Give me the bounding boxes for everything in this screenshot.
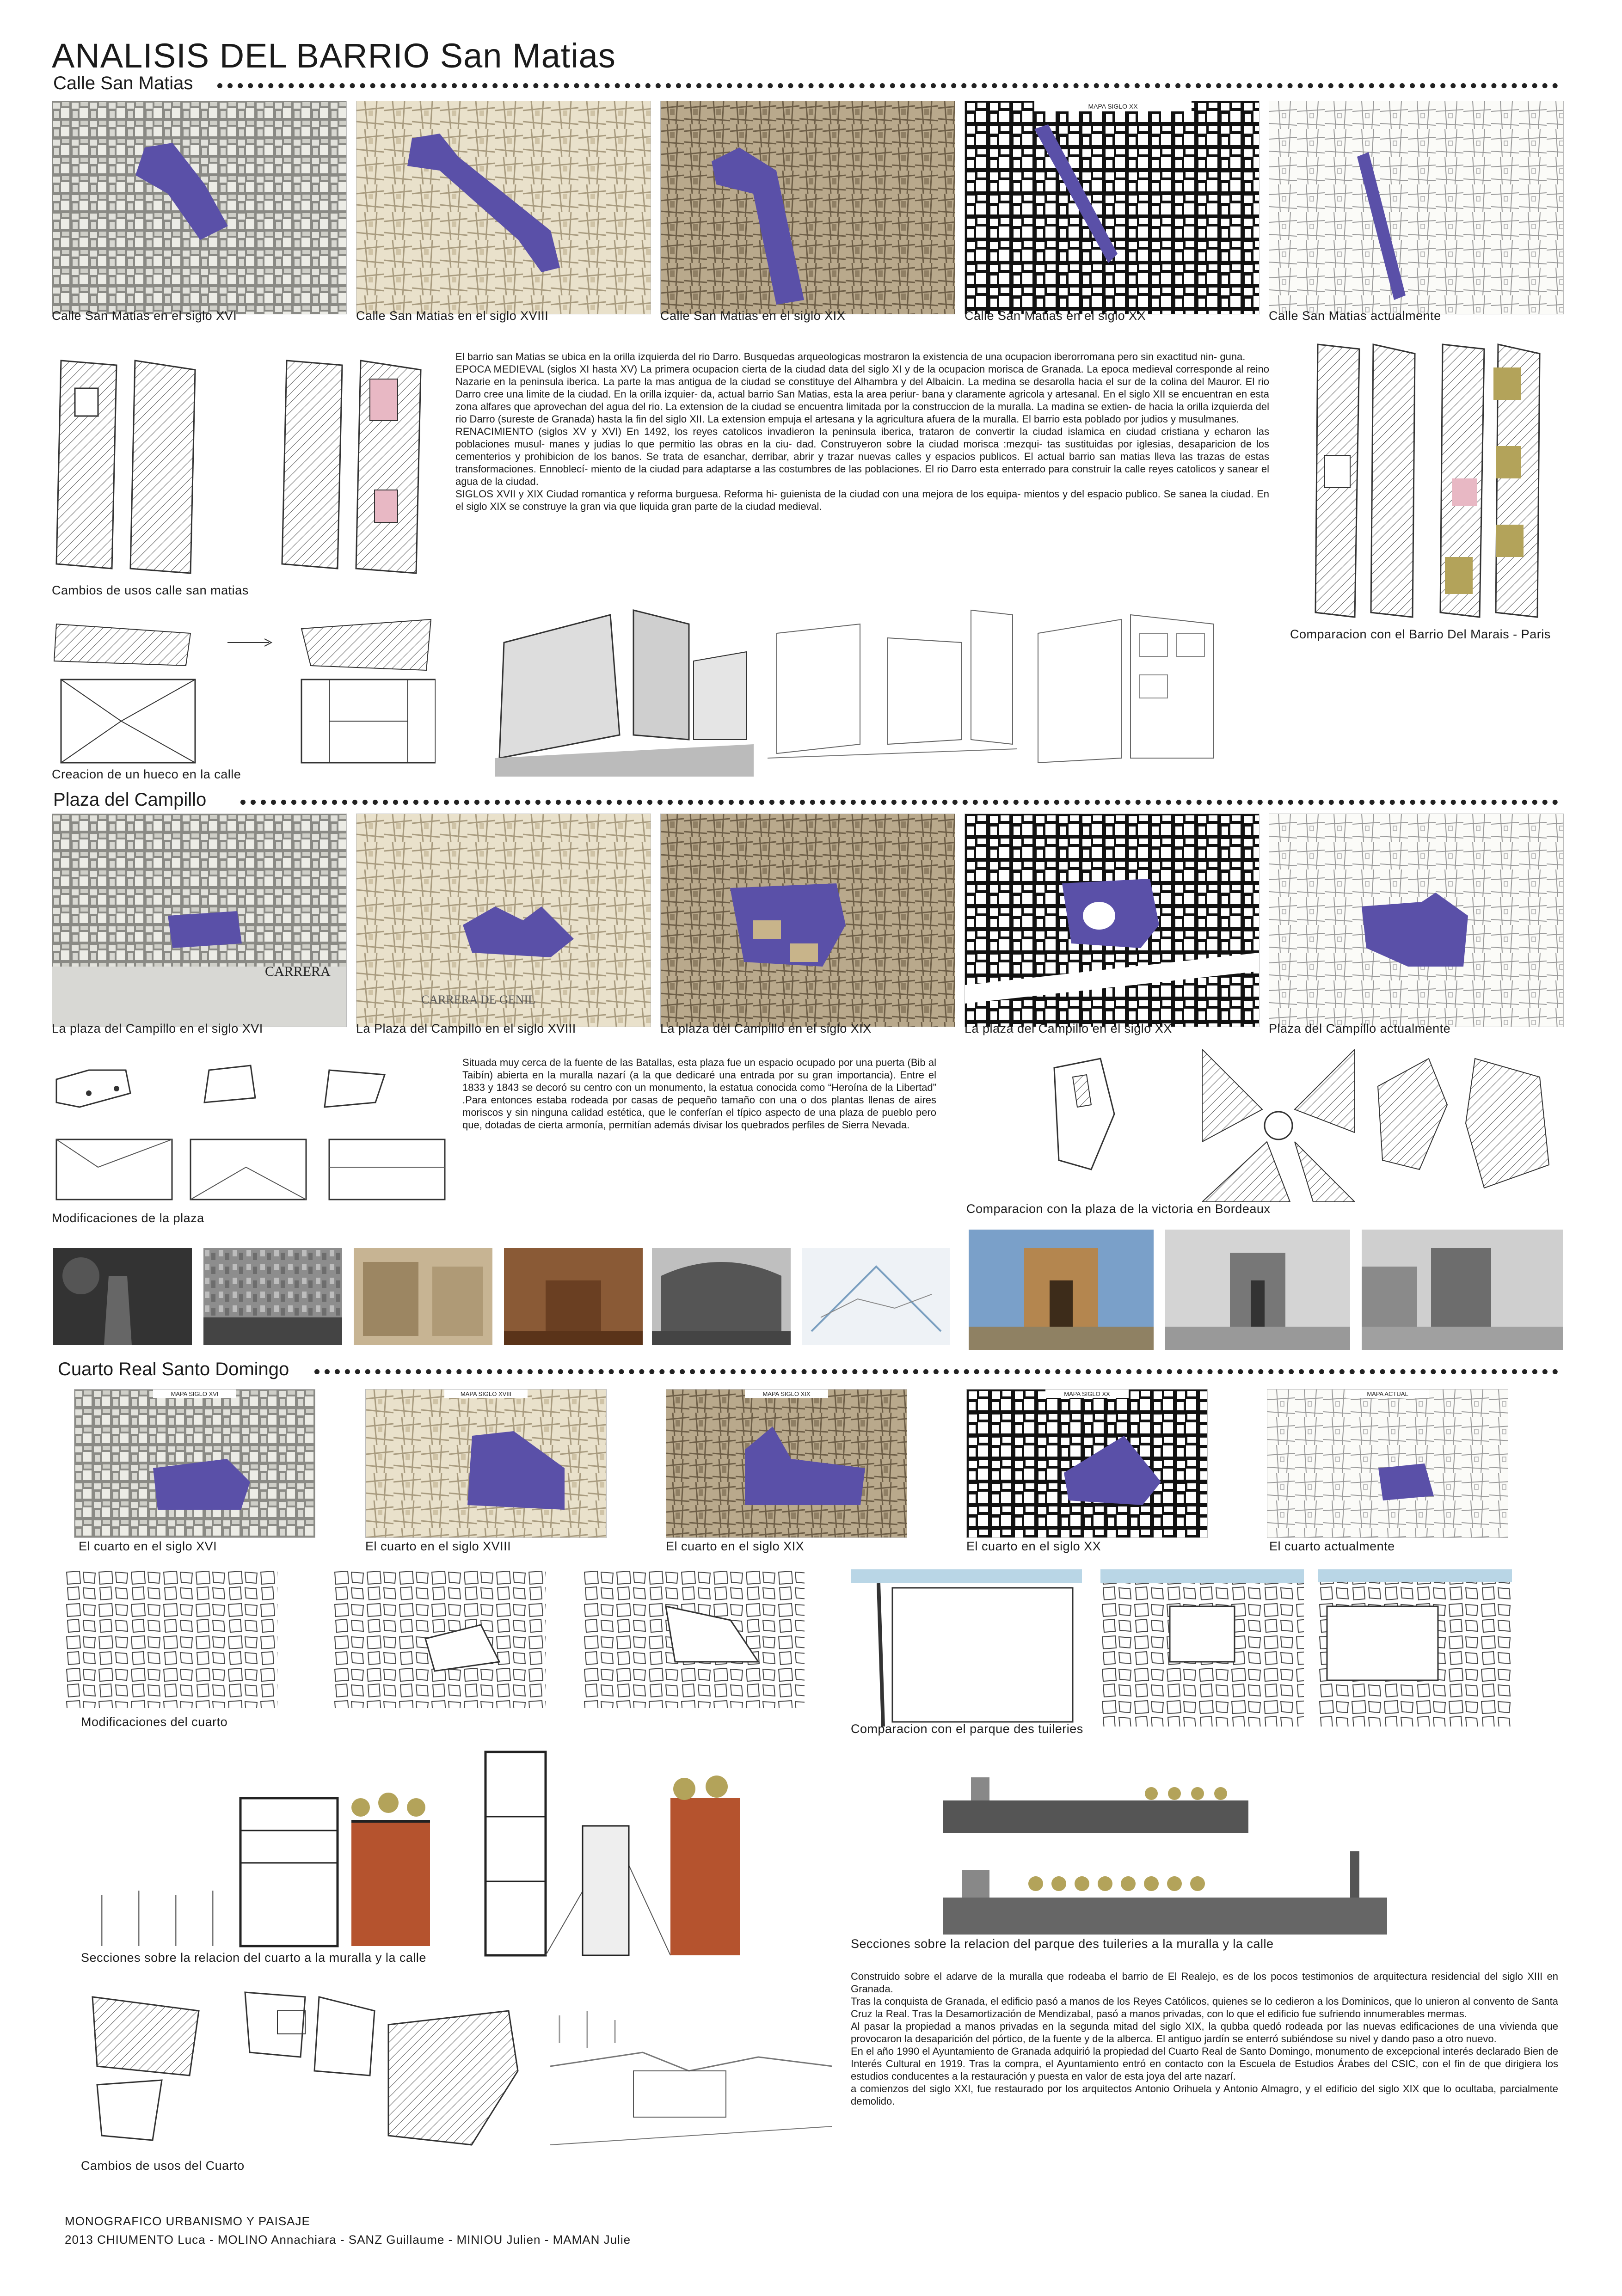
sketch-street-2: [768, 606, 1017, 777]
map-calle-xix: [660, 101, 955, 314]
paragraph: SIGLOS XVII y XIX Ciudad romantica y reforma burguesa. Reforma hi- guienista de la ciudad con una mejora de los equipa- mientos y del espacio publico. Se sanea la ciudad. En el siglo XIX se construye la gran via que liquida gran parte de la ciudad medieval.: [455, 488, 1269, 512]
sketch-bordeaux-1: [1045, 1049, 1198, 1202]
map-cuarto-xviii: [365, 1389, 607, 1538]
paragraph: En el año 1990 el Ayuntamiento de Granada adquirió la propiedad del Cuarto Real de Santo Domingo, monumento de excepcional interés declarado Bien de Interés Cultural en 1919. Tras la compra, el Ayuntamiento entró en contacto con la Escuela de Estudios Árabes del CSIC, con el fin de que dirigiera los estudios conducentes a la restauración y puesta en valor de esta joya del arte nazarí.: [851, 2045, 1558, 2082]
caption-cuarto-xix: El cuarto en el siglo XIX: [666, 1539, 805, 1553]
paragraph: Al pasar la propiedad a manos privadas en la segunda mitad del siglo XIX, la qubba quedó rodeada por las nuevas edificaciones de una vivienda que provocaron la desaparición del pórtico, de la fuente y de la alberca. El antiguo jardín se enterró subiéndose su nivel y dando paso a otro nuevo.: [851, 2020, 1558, 2045]
map-plaza-xix: [660, 814, 955, 1027]
map-plaza-xx: [965, 814, 1260, 1027]
map-label-xvi: MAPA SIGLO XVI: [171, 1390, 219, 1397]
caption-cuarto-xx: El cuarto en el siglo XX: [966, 1539, 1101, 1553]
section-divider: [217, 83, 1558, 88]
caption-plaza-modificaciones: Modificaciones de la plaza: [52, 1211, 204, 1225]
map-cuarto-xvi: [74, 1389, 315, 1538]
caption-cuarto-modificaciones: Modificaciones del cuarto: [81, 1715, 228, 1729]
caption-calle-xvi: Calle San Matias en el siglo XVI: [52, 309, 237, 323]
sketch-bordeaux-3: [1364, 1049, 1563, 1202]
text-plaza-history: [462, 1056, 936, 1131]
caption-calle-xix: Calle San Matias en el siglo XIX: [660, 309, 846, 323]
map-calle-xviii: [356, 101, 651, 314]
caption-plaza-actual: Plaza del Campillo actualmente: [1269, 1022, 1451, 1035]
text-cuarto-history: [851, 1970, 1558, 2107]
caption-bordeaux: Comparacion con la plaza de la victoria en Bordeaux: [966, 1202, 1271, 1216]
caption-sections-cuarto: Secciones sobre la relacion del cuarto a la muralla y la calle: [81, 1951, 426, 1965]
section-heading-plaza: Plaza del Campillo: [53, 790, 207, 810]
photo-plaza-2: [203, 1248, 342, 1345]
sketch-section-cuarto-1: [74, 1770, 435, 1955]
sketch-tuileries-1: [851, 1569, 1082, 1727]
caption-plaza-xix: La plaza del Campillo en el siglo XIX: [660, 1022, 872, 1035]
section-divider: [314, 1369, 1558, 1374]
map-label-xviii: MAPA SIGLO XVIII: [460, 1390, 512, 1397]
sketch-tuileries-2: [1100, 1569, 1304, 1727]
caption-sections-tuileries: Secciones sobre la relacion del parque des tuileries a la muralla y la calle: [851, 1937, 1274, 1951]
page-title: ANALISIS DEL BARRIO San Matias: [52, 37, 616, 75]
map-plaza-xvi: [52, 814, 347, 1027]
paragraph: RENACIMIENTO (siglos XV y XVI) En 1492, los reyes catolicos invadieron la peninsula iberica, trataron de convertir la ciudad islamica en ciudad cristiana y echaron las poblaciones musul- manes y judias lo que permitio las obras en la ciu- dad. Construyeron sobre la ciudad morisca :mezqui- tas sustituidas por iglesias, desaparicion de los cementerios y prohibicion de los banos. Se trata de esanchar, derribar, abrir y trazar nuevas calles y espacios publicos. El actual barrio san matias lleva las trazas de estas transformaciones. Ennoblecí- miento de la ciudad para adaptarse a las costumbres de las poblaciones. El rio Darro esta enterrado para construir la calle reyes catolicos y sanear el agua de la ciudad.: [455, 426, 1269, 487]
sketch-cuarto-mod-3: [583, 1569, 805, 1708]
sketch-street-1: [495, 606, 754, 777]
sketch-section-cuarto-2: [476, 1743, 744, 1960]
sketch-usos-calle-before: [52, 351, 204, 578]
sketch-plaza-modificaciones: [52, 1056, 449, 1204]
caption-cuarto-xviii: El cuarto en el siglo XVIII: [365, 1539, 511, 1553]
caption-hueco: Creacion de un hueco en la calle: [52, 767, 241, 781]
photo-bordeaux-3: [1362, 1230, 1563, 1350]
sketch-bordeaux-2: [1202, 1049, 1355, 1202]
map-label-actual: MAPA ACTUAL: [1367, 1390, 1408, 1397]
map-cuarto-xx: [966, 1389, 1208, 1538]
map-label-xx-cuarto: MAPA SIGLO XX: [1064, 1390, 1110, 1397]
section-heading-cuarto: Cuarto Real Santo Domingo: [58, 1359, 289, 1379]
caption-calle-actual: Calle San Matias actualmente: [1269, 309, 1441, 323]
sketch-usos-cuarto-2: [236, 1983, 379, 2136]
caption-calle-xx: Calle San Matias en el siglo XX: [965, 309, 1146, 323]
paragraph: EPOCA MEDIEVAL (siglos XI hasta XV) La primera ocupacion cierta de la ciudad data del siglo XI y de la ocupacion morisca de Granada. La epoca medieval corresponde al reino Nazarie en la peninsula iberica. La parte la mas antigua de la ciudad se constituye del Alhambra y del Albaicin. La medina se desarolla hacia el sur de la colina del Mauror. El rio Darro cree una limite de la ciudad. En la orilla izquier- da, actual barrio San Matias, esta la area periur- bana y claramente agricola y artesanal. En el siglo XII se encuentran en esta zona alfares que aprovechan del agua del rio. La extension de la ciudad se encuentra limitada por la construccion de la muralla. La madina se extien- de hacia la orilla izquierda del rio Darro (sureste de Granada) hasta la fin del siglo XII. La extension empuja el artesana y la agricultura afuera de la muralla. El barrio esta poblado por judios y musulmanes.: [455, 363, 1269, 425]
photo-plaza-3: [354, 1248, 492, 1345]
caption-cuarto-actual: El cuarto actualmente: [1269, 1539, 1395, 1553]
section-heading-calle: Calle San Matias: [53, 73, 193, 93]
sketch-street-3: [1029, 606, 1223, 777]
map-label-xx: MAPA SIGLO XX: [1088, 103, 1138, 110]
caption-plaza-xvi: La plaza del Campillo en el siglo XVI: [52, 1022, 263, 1035]
paragraph: Situada muy cerca de la fuente de las Batallas, esta plaza fue un espacio ocupado por una puerta (Bib al Taibín) abierta en la muralla nazarí (a la que dedicaré una entrada por su gran importancia). Entre el 1833 y 1843 se decoró su centro con un monumento, la estatua conocida como “Heroína de la Libertad” .Para entonces estaba rodeada por casas de pequeño tamaño con una o dos plantas llenas de aires moriscos y sin ninguna calidad estética, que le conferían el típico aspecto de una plaza de pueblo pero que, dotadas de cierta armonía, permitían además divisar los quebrados perfiles de Sierra Nevada.: [462, 1057, 936, 1131]
sketch-cuarto-mod-2: [333, 1569, 546, 1708]
paragraph: Construido sobre el adarve de la muralla que rodeaba el barrio de El Realejo, es de los pocos testimonios de arquitectura residencial del siglo XIII en Granada.: [851, 1971, 1558, 1995]
caption-calle-xviii: Calle San Matias en el siglo XVIII: [356, 309, 549, 323]
sketch-section-tuileries-2: [943, 1842, 1387, 1935]
map-cuarto-actual: [1267, 1389, 1508, 1538]
sketch-section-tuileries-1: [943, 1773, 1248, 1833]
sketch-usos-cuarto-3: [379, 2006, 532, 2154]
map-word-genil: CARRERA DE GENIL: [421, 993, 535, 1006]
sketch-usos-calle-after: [277, 351, 430, 578]
map-plaza-xviii: [356, 814, 651, 1027]
map-calle-actual: [1269, 101, 1564, 314]
sketch-hueco: [52, 615, 436, 767]
map-plaza-actual: [1269, 814, 1564, 1027]
caption-plaza-xviii: La Plaza del Campillo en el siglo XVIII: [356, 1022, 576, 1035]
caption-usos-calle: Cambios de usos calle san matias: [52, 583, 249, 597]
section-divider: [240, 800, 1558, 805]
map-word-carrera: CARRERA: [265, 964, 331, 979]
map-calle-xx: [965, 101, 1260, 314]
paragraph: Tras la conquista de Granada, el edificio pasó a manos de los Reyes Católicos, quienes se lo cedieron a los Dominicos, que lo unieron al convento de Santa Cruz la Real. Tras la Desamortización de Mendizabal, pasó a manos privadas, con lo que el edificio fue sufriendo innumerables mermas.: [851, 1996, 1558, 2020]
map-cuarto-xix: [666, 1389, 907, 1538]
sketch-usos-cuarto-1: [79, 1983, 217, 2149]
photo-plaza-6: [802, 1248, 950, 1345]
caption-marais: Comparacion con el Barrio Del Marais - Paris: [1290, 627, 1551, 641]
caption-usos-cuarto: Cambios de usos del Cuarto: [81, 2159, 245, 2173]
footer-authors: 2013 CHIUMENTO Luca - MOLINO Annachiara - SANZ Guillaume - MINIOU Julien - MAMAN Julie: [65, 2233, 631, 2247]
caption-cuarto-xvi: El cuarto en el siglo XVI: [79, 1539, 217, 1553]
caption-plaza-xx: La plaza del Campillo en el siglo XX: [965, 1022, 1172, 1035]
map-label-xix: MAPA SIGLO XIX: [762, 1390, 811, 1397]
paragraph: a comienzos del siglo XXI, fue restaurado por los arquitectos Antonio Orihuela y Antonio Almagro, y el edificio del siglo XIX que lo ocultaba, parcialmente demolido.: [851, 2083, 1558, 2107]
photo-plaza-5: [652, 1248, 791, 1345]
map-calle-xvi: [52, 101, 347, 314]
caption-tuileries: Comparacion con el parque des tuileries: [851, 1722, 1083, 1736]
photo-bordeaux-1: [969, 1230, 1154, 1350]
text-calle-history: [455, 350, 1269, 513]
photo-bordeaux-2: [1165, 1230, 1350, 1350]
photo-plaza-1: [53, 1248, 192, 1345]
sketch-marais-1: [1313, 340, 1419, 622]
sketch-cuarto-perspective: [550, 1997, 832, 2182]
photo-plaza-4: [504, 1248, 643, 1345]
sketch-tuileries-3: [1318, 1569, 1512, 1727]
sketch-cuarto-mod-1: [65, 1569, 277, 1708]
paragraph: El barrio san Matias se ubica en la orilla izquierda del rio Darro. Busquedas arqueologicas mostraron la existencia de una ocupacion iberorromana pero sin exactitud nin- guna.: [455, 351, 1246, 362]
sketch-marais-2: [1438, 340, 1544, 622]
footer-course: MONOGRAFICO URBANISMO Y PAISAJE: [65, 2214, 310, 2228]
